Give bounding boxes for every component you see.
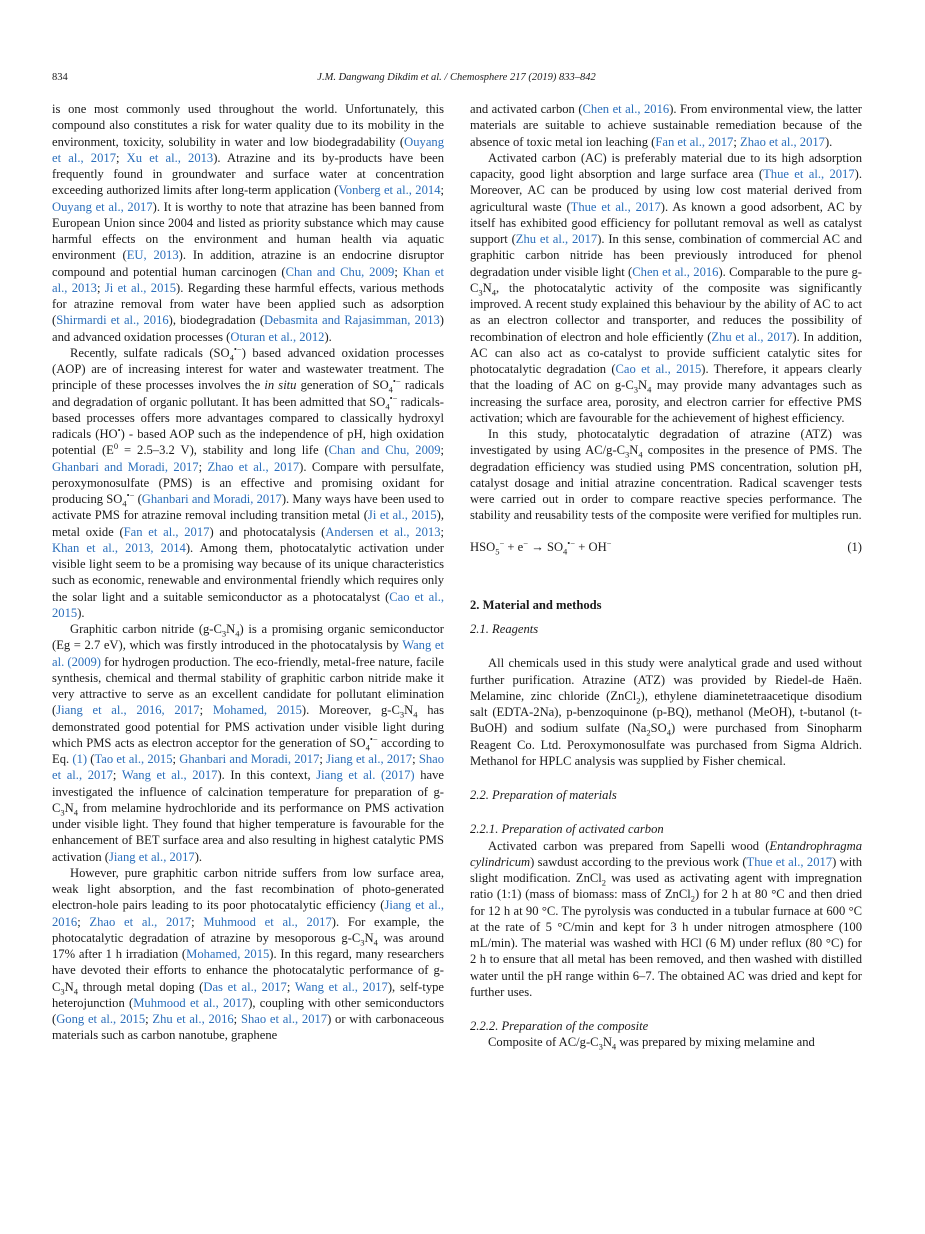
- citation-link[interactable]: Ji et al., 2015: [367, 508, 437, 523]
- citation-link[interactable]: Muhmood et al., 2017: [203, 914, 332, 929]
- citation-link[interactable]: Vonberg et al., 2014: [338, 183, 441, 198]
- page-number: 834: [52, 72, 68, 83]
- section-heading: 2. Material and methods: [470, 597, 602, 612]
- paragraph: Recently, sulfate radicals $(SO_4^{•-})$ based advanced oxidation processes (AOP) are of increasing interest for water and wastewater treatment. The principle of these processes involves the in situ generation of $SO_4^{•-}$ radicals and degradation of organic pollutant. It has been admitted that $SO_4^{•-}$ radicals-based processes offers more advantages compared to classically hydroxyl radicals (HO•) - based AOP such as the independence of pH, high oxidation potential ($E^0 = 2.5-3.2$ V), stability and long life (Chan and Chu, 2009; Ghanbari and Moradi, 2017; Zhao et al., 2017). Compare with persulfate, peroxymonosulfate (PMS) is an effective and promising oxidant for producing $SO_4^{•-}$ (Ghanbari and Moradi, 2017). Many ways have been used to activate PMS for atrazine removal including transition metal (Ji et al., 2015), metal oxide (Fan et al., 2017) and photocatalysis (Andersen et al., 2013; Khan et al., 2013, 2014). Among them, photocatalytic activation under visible light seem to be a promising way because of its unique characteristics such as economic, renewable and environmental friendly which requires only the solar light and a suitable semiconductor as a photocatalyst (Cao et al., 2015).: [52, 343, 445, 620]
- subsection-heading: 2.1. Reagents: [470, 622, 539, 636]
- citation-link[interactable]: Jiang et al. (2017): [316, 768, 415, 783]
- citation-link[interactable]: Cao et al., 2015: [615, 362, 702, 376]
- citation-link[interactable]: Fan et al., 2017: [655, 134, 734, 149]
- citation-link[interactable]: Zhao et al., 2017: [89, 914, 192, 929]
- citation-link[interactable]: Ghanbari and Moradi, 2017: [141, 492, 282, 506]
- citation-link[interactable]: Shao et al., 2017: [52, 752, 444, 783]
- paragraph: is one most commonly used throughout the world. Unfortunately, this compound also constitutes a risk for water quality due to its mobility in the environment, toxicity, solubility in water and low biodegradability (Ouyang et al., 2017; Xu et al., 2013). Atrazine and its by-products have been frequently found in groundwater and surface water at concentration exceeding authorized limits after long-term application (Vonberg et al., 2014; Ouyang et al., 2017). It is worthy to note that atrazine has been banned from European Union since 2004 and listed as priority substance which may cause harmful effects on the environment and human health via aquatic environment (EU, 2013). In addition, atrazine is an endocrine disruptor compound and potential human carcinogen (Chan and Chu, 2009; Khan et al., 2013; Ji et al., 2015). Regarding these harmful effects, various methods for atrazine removal from water have been applied such as adsorption (Shirmardi et al., 2016), biodegradation (Debasmita and Rajasimman, 2013) and advanced oxidation processes (Oturan et al., 2012).: [52, 102, 444, 344]
- left-column: [52, 101, 444, 1044]
- citation-link[interactable]: Chen et al., 2016: [582, 102, 670, 116]
- citation-link[interactable]: Gong et al., 2015: [56, 1012, 146, 1026]
- citation-link[interactable]: Fan et al., 2017: [123, 524, 210, 539]
- paragraph: Activated carbon (AC) is preferably material due to its high adsorption capacity, good light absorption and large surface area (Thue et al., 2017). Moreover, AC can be produced by using low cost material derived from agricultural waste (Thue et al., 2017). As known a good adsorbent, AC by itself has exhibited good efficiency for pollutant removal as well as catalyst support (Zhu et al., 2017). In this sense, combination of commercial AC and graphitic carbon nitride has been previously introduced for phenol degradation under visible light (Chen et al., 2016). Comparable to the pure $g-C_3N_4$, the photocatalytic activity of the composite was significantly improved. A recent study explained this behaviour by the ability of AC to act as an electron collector and transporter, and reduces the possibility of recombination of electron and hole efficiently (Zhu et al., 2017). In addition, AC can also act as co-catalyst to provide sufficient catalytic sites for photocatalytic degradation (Cao et al., 2015). Therefore, it appears clearly that the loading of AC on $g-C_3N_4$ may provide many advantages such as increasing the surface area, porosity, and electron carrier for effective PMS activation; which are favourable for the achievement of highest efficiency.: [470, 150, 863, 425]
- citation-link[interactable]: Wang et al. (2009): [52, 638, 444, 669]
- citation-link[interactable]: Shao et al., 2017: [240, 1012, 328, 1026]
- citation-link[interactable]: Zhu et al., 2017: [711, 329, 793, 344]
- citation-link[interactable]: Thue et al., 2017: [570, 199, 661, 214]
- citation-link[interactable]: Zhu et al., 2017: [515, 232, 598, 246]
- citation-link[interactable]: Zhu et al., 2016: [152, 1012, 234, 1026]
- citation-link[interactable]: Khan et al., 2013, 2014: [52, 540, 186, 555]
- citation-link[interactable]: Jiang et al., 2017: [109, 849, 195, 864]
- citation-link[interactable]: Mohamed, 2015: [212, 703, 302, 718]
- citation-link[interactable]: Ji et al., 2015: [104, 280, 176, 295]
- citation-link[interactable]: EU, 2013: [126, 248, 179, 263]
- paragraph: In this study, photocatalytic degradation of atrazine (ATZ) was investigated by using $AC/g-C_3N_4$ composites in the presence of PMS. The degradation efficiency was studied using PMS concentration, solution pH, catalyst dosage and initial atrazine concentration. Radical scavenger tests were carried out in order to compare reactive species performance. The stability and reusability tests of the composite were verified for multiples run.: [470, 427, 862, 523]
- citation-link[interactable]: Khan et al., 2013: [52, 264, 444, 295]
- citation-link[interactable]: Cao et al., 2015: [52, 589, 445, 620]
- paragraph: Graphitic carbon nitride $(g-C_3N_4)$ is a promising organic semiconductor (Eg = 2.7 eV), which was firstly introduced in the photocatalysis by Wang et al. (2009) for hydrogen production. The eco-friendly, metal-free nature, facile synthesis, chemical and thermal stability of graphitic carbon nitride make it very attractive to serve as an excellent candidate for pollutant elimination (Jiang et al., 2016, 2017; Mohamed, 2015). Moreover, $g-C_3N_4$ has demonstrated good potential for PMS activation under visible light during which PMS acts as electron acceptor for the generation of $SO_4^{•-}$ according to Eq. (1) (Tao et al., 2015; Ghanbari and Moradi, 2017; Jiang et al., 2017; Shao et al., 2017; Wang et al., 2017). In this context, Jiang et al. (2017) have investigated the influence of calcination temperature for preparation of $g-C_3N_4$ from melamine hydrochloride and its performance on PMS activation under visible light. They found that higher temperature is favourable for the enhancement of BET surface area and also resulting in highest catalytic PMS activation (Jiang et al., 2017).: [52, 622, 444, 864]
- citation-link[interactable]: Zhao et al., 2017: [740, 134, 825, 149]
- paragraph: Composite of $AC/g-C_3N_4$ was prepared by mixing melamine and: [488, 1035, 815, 1052]
- citation-link[interactable]: Ouyang et al., 2017: [52, 199, 153, 214]
- paragraph: and activated carbon (Chen et al., 2016). From environmental view, the latter materials are suitable to achieve sustainable remediation because of the absence of toxic metal ion leaching (Fan et al., 2017; Zhao et al., 2017).: [470, 102, 862, 149]
- citation-link[interactable]: Debasmita and Rajasimman, 2013: [264, 313, 440, 328]
- citation-link[interactable]: Ghanbari and Moradi, 2017: [179, 752, 320, 766]
- citation-link[interactable]: Thue et al., 2017: [763, 167, 855, 181]
- citation-link[interactable]: Oturan et al., 2012: [230, 329, 325, 344]
- citation-link[interactable]: Andersen et al., 2013: [325, 524, 441, 539]
- right-column: [470, 101, 862, 1051]
- journal-citation: J.M. Dangwang Dikdim et al. / Chemosphere 217 (2019) 833–842: [317, 72, 596, 83]
- citation-link[interactable]: Shirmardi et al., 2016: [56, 313, 169, 328]
- citation-link[interactable]: Ghanbari and Moradi, 2017: [52, 459, 199, 474]
- equation-body: $HSO_5^- + e^- \to SO_4^{•-} + OH^-$: [470, 537, 612, 557]
- citation-link[interactable]: Ouyang et al., 2017: [52, 134, 444, 165]
- citation-link[interactable]: Jiang et al., 2016: [52, 898, 445, 929]
- citation-link[interactable]: Wang et al., 2017: [121, 768, 218, 783]
- citation-link[interactable]: Wang et al., 2017: [294, 979, 388, 994]
- paragraph: All chemicals used in this study were analytical grade and used without further purification. Atrazine (ATZ) was provided by Riedel-de Haën. Melamine, zinc chloride (ZnCl$_2$), ethylene diaminetetraacetique disodium salt (EDTA-2Na), p-benzoquinone (p-BQ), methanol (MeOH), t-butanol (t-BuOH) and sodium sulfate $(Na_2SO_4)$ were purchased from Sinopharm Reagent Co. Ltd. Peroxymonosulfate was purchased from Sigma Aldrich. Methanol for HPLC analysis was supplied by Fisher chemical.: [470, 656, 862, 768]
- equation-link[interactable]: (1): [72, 752, 88, 766]
- citation-link[interactable]: Chan and Chu, 2009: [328, 443, 441, 458]
- citation-link[interactable]: Jiang et al., 2016, 2017: [56, 703, 200, 718]
- paragraph: However, pure graphitic carbon nitride suffers from low surface area, weak light absorption, and the fast recombination of photo-generated electron-hole pairs leading to its poor photocatalytic efficiency (Jiang et al., 2016; Zhao et al., 2017; Muhmood et al., 2017). For example, the photocatalytic degradation of atrazine by mesoporous $g-C_3N_4$ was around 17% after 1 h irradiation (Mohamed, 2015). In this regard, many researchers have devoted their efforts to enhance the photocatalytic performance of $g-C_3N_4$ through metal doping (Das et al., 2017; Wang et al., 2017), self-type heterojunction (Muhmood et al., 2017), coupling with other semiconductors (Gong et al., 2015; Zhu et al., 2016; Shao et al., 2017) or with carbonaceous materials such as carbon nanotube, graphene: [52, 865, 445, 1043]
- citation-link[interactable]: Tao et al., 2015: [94, 752, 173, 766]
- paragraph: Activated carbon was prepared from Sapelli wood (Entandrophragma cylindricum) sawdust according to the previous work (Thue et al., 2017) with slight modification. ZnCl$_2$ was used as activating agent with impregnation ratio (1:1) (mass of biomass: mass of ZnCl$_2$) for 2 h at 80 °C and then dried for 12 h at 90 °C. The pyrolysis was conducted in a tubular furnace at 600 °C at the rate of 5 °C/min and kept for 3 h under nitrogen atmosphere (100 mL/min). The material was washed with HCl (6 M) under reflux (80 °C) for 2 h to ensure that all metal has been removed, and then washed with distilled water until the pH range within 6–7. The obtained AC was dried and kept for further uses.: [470, 838, 863, 999]
- running-header: [52, 72, 861, 88]
- citation-link[interactable]: Jiang et al., 2017: [326, 752, 413, 766]
- equation-1: [470, 539, 862, 555]
- citation-link[interactable]: Chen et al., 2016: [632, 264, 719, 279]
- subsection-heading: 2.2. Preparation of materials: [470, 788, 617, 802]
- citation-link[interactable]: Thue et al., 2017: [746, 854, 833, 869]
- citation-link[interactable]: Zhao et al., 2017: [207, 459, 300, 474]
- equation-number: (1): [847, 539, 862, 554]
- subsubsection-heading: 2.2.2. Preparation of the composite: [470, 1019, 649, 1033]
- citation-link[interactable]: Xu et al., 2013: [126, 150, 214, 165]
- citation-link[interactable]: Muhmood et al., 2017: [133, 995, 249, 1010]
- citation-link[interactable]: Chan and Chu, 2009: [285, 264, 395, 279]
- subsubsection-heading: 2.2.1. Preparation of activated carbon: [470, 822, 664, 837]
- citation-link[interactable]: Das et al., 2017: [203, 979, 287, 994]
- citation-link[interactable]: Mohamed, 2015: [186, 947, 270, 961]
